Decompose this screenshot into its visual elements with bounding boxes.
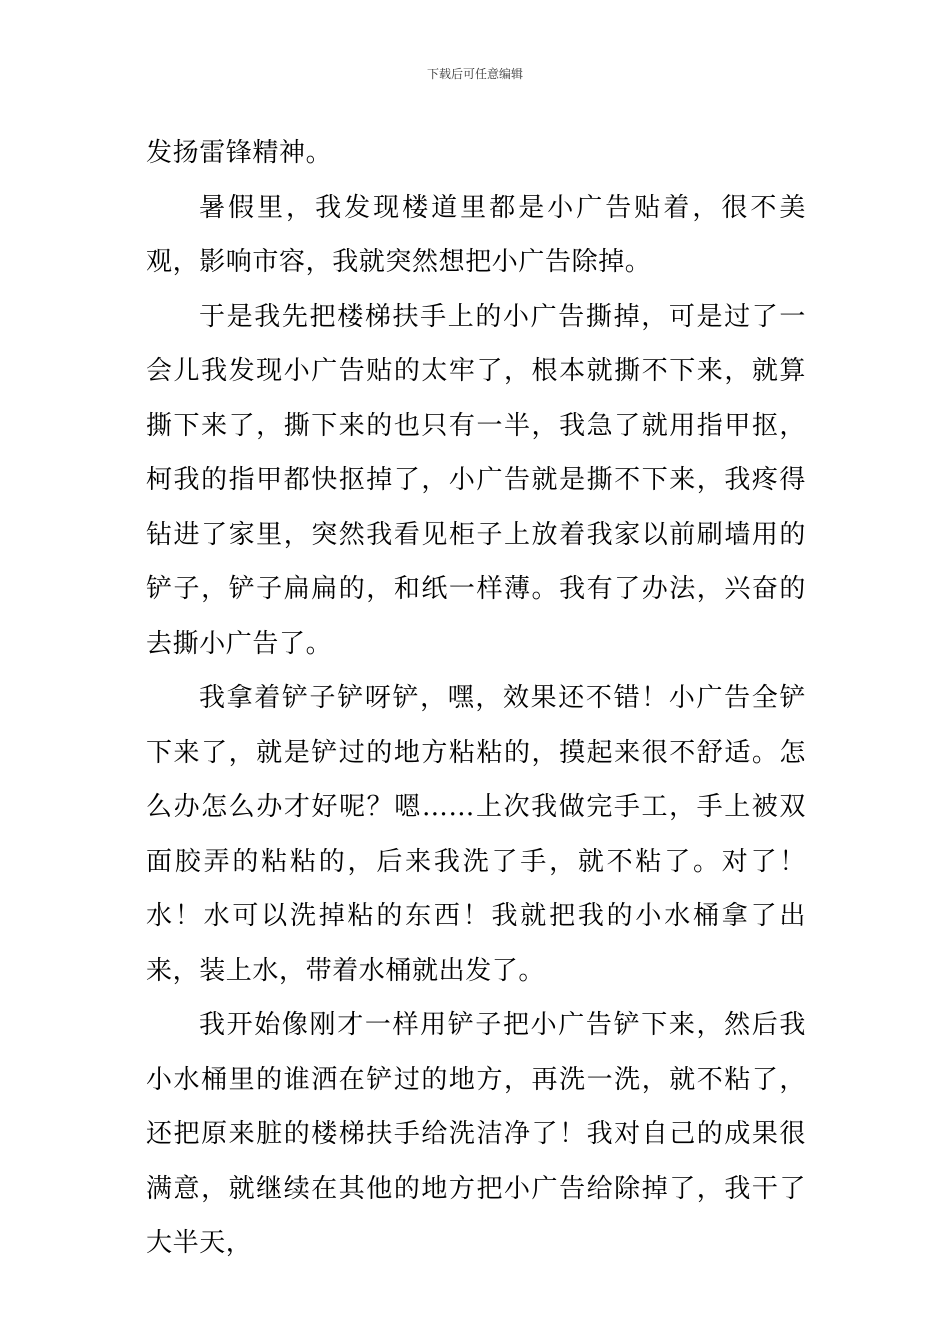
- body-text: [146, 126, 806, 1271]
- paragraph-4: 我拿着铲子铲呀铲，嘿，效果还不错！小广告全铲下来了，就是铲过的地方粘粘的，摸起来很不舒适。怎么办怎么办才好呢？嗯……上次我做完手工，手上被双面胶弄的粘粘的，后来我洗了手，就不粘了。对了！水！水可以洗掉粘的东西！我就把我的小水桶拿了出来，装上水，带着水桶就出发了。: [146, 683, 806, 986]
- paragraph-2: 暑假里，我发现楼道里都是小广告贴着，很不美观，影响市容，我就突然想把小广告除掉。: [146, 192, 806, 277]
- paragraph-1: 发扬雷锋精神。: [146, 138, 333, 168]
- paragraph-3: 于是我先把楼梯扶手上的小广告撕掉，可是过了一会儿我发现小广告贴的太牢了，根本就撕不下来，就算撕下来了，撕下来的也只有一半，我急了就用指甲抠，柯我的指甲都快抠掉了，小广告就是撕不下来，我疼得钻进了家里，突然我看见柜子上放着我家以前刷墙用的铲子，铲子扁扁的，和纸一样薄。我有了办法，兴奋的去撕小广告了。: [146, 301, 806, 659]
- page-header: 下载后可任意编辑: [426, 67, 523, 81]
- paragraph-5: 我开始像刚才一样用铲子把小广告铲下来，然后我小水桶里的谁洒在铲过的地方，再洗一洗，就不粘了，还把原来脏的楼梯扶手给洗洁净了！我对自己的成果很满意，就继续在其他的地方把小广告给除掉了，我干了大半天，: [146, 1010, 806, 1258]
